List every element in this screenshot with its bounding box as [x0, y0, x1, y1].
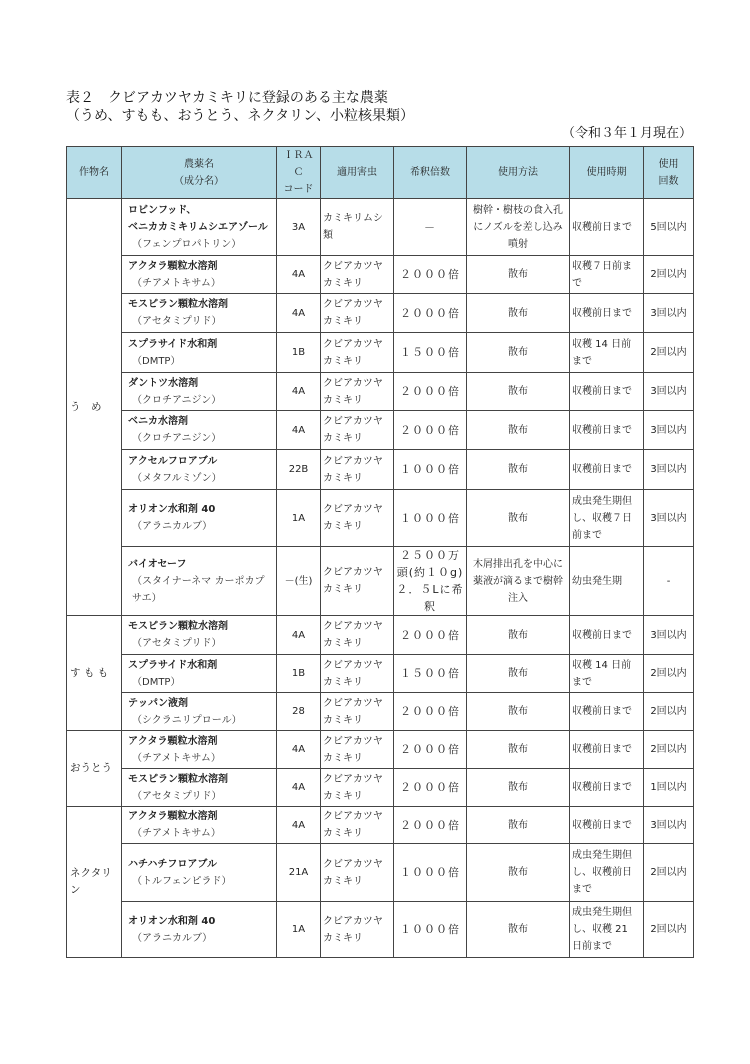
dilution-rate: １５００倍: [394, 333, 467, 373]
target-pest: カミキリムシ類: [321, 199, 394, 256]
pesticide-cell: [122, 693, 277, 731]
pesticide-cell: [122, 655, 277, 693]
usage-method: 散布: [467, 693, 570, 731]
usage-count: 3回以内: [644, 490, 694, 547]
header-dilution: 希釈倍数: [394, 147, 467, 199]
usage-timing: 幼虫発生期: [570, 547, 644, 616]
pesticide-name: アクタラ顆粒水溶剤: [128, 260, 218, 272]
irac-code: 4A: [277, 731, 321, 769]
pesticide-cell: [122, 616, 277, 655]
irac-code: 4A: [277, 411, 321, 450]
usage-count: 1回以内: [644, 769, 694, 807]
target-pest: クビアカツヤカミキリ: [321, 490, 394, 547]
ingredient-name: （アセタミプリド）: [132, 316, 222, 327]
header-pesticide: [122, 147, 277, 199]
usage-timing: 収穫 14 日前まで: [570, 333, 644, 373]
usage-timing: 収穫前日まで: [570, 294, 644, 333]
target-pest: クビアカツヤカミキリ: [321, 807, 394, 844]
pesticide-cell: [122, 547, 277, 616]
pesticide-cell: [122, 256, 277, 294]
ingredient-name: （チアメトキサム）: [132, 752, 221, 764]
target-pest: クビアカツヤカミキリ: [321, 693, 394, 731]
ingredient-name: （アラニカルブ）: [132, 932, 213, 944]
pesticide-cell: [122, 450, 277, 490]
irac-code: 1B: [277, 333, 321, 373]
pesticide-name: ベニカ水溶剤: [128, 416, 188, 427]
usage-timing: 収穫前日まで: [570, 731, 644, 769]
usage-count: 2回以内: [644, 333, 694, 373]
ingredient-name: （スタイナーネマ カーポカプサエ）: [132, 575, 265, 604]
header-target-pest: 適用害虫: [321, 147, 394, 199]
usage-count: 3回以内: [644, 450, 694, 490]
usage-count: -: [644, 547, 694, 616]
usage-method: 散布: [467, 373, 570, 411]
dilution-rate: ２０００倍: [394, 256, 467, 294]
dilution-rate: ２５００万頭(約１０g)２．５Lに希釈: [394, 547, 467, 616]
target-pest: クビアカツヤカミキリ: [321, 256, 394, 294]
pesticide-name: ダントツ水溶剤: [128, 377, 199, 389]
crop-cell: う め: [67, 199, 122, 616]
pesticide-cell: [122, 199, 277, 256]
dilution-rate: １０００倍: [394, 844, 467, 902]
irac-code: 21A: [277, 844, 321, 902]
table-row: [67, 731, 694, 769]
irac-code: 1A: [277, 490, 321, 547]
target-pest: クビアカツヤカミキリ: [321, 902, 394, 958]
dilution-rate: １０００倍: [394, 450, 467, 490]
irac-code: 28: [277, 693, 321, 731]
pesticide-name: ロビンフッド、 ベニカカミキリムシエアゾール: [128, 204, 268, 233]
usage-method: 散布: [467, 902, 570, 958]
table-row: [67, 490, 694, 547]
pesticide-table: [66, 146, 694, 958]
usage-count: 3回以内: [644, 373, 694, 411]
usage-method: 樹幹・樹枝の食入孔にノズルを差し込み噴射: [467, 199, 570, 256]
ingredient-name: （トルフェンピラド）: [132, 875, 232, 887]
table-row: [67, 616, 694, 655]
pesticide-name: スプラサイド水和剤: [128, 338, 218, 350]
usage-count: 2回以内: [644, 655, 694, 693]
table-row: [67, 902, 694, 958]
pesticide-cell: [122, 731, 277, 769]
pesticide-cell: [122, 333, 277, 373]
crop-cell: す も も: [67, 616, 122, 731]
document-subtitle: （うめ、すもも、おうとう、ネクタリン、小粒核果類）: [66, 108, 415, 124]
crop-cell: ネクタリン: [67, 807, 122, 958]
irac-code: －(生): [277, 547, 321, 616]
usage-count: 2回以内: [644, 256, 694, 294]
ingredient-name: （DMTP）: [132, 355, 181, 367]
table-row: [67, 547, 694, 616]
pesticide-name: オリオン水和剤 40: [128, 504, 216, 515]
usage-timing: 成虫発生期但し、収穫７日前まで: [570, 490, 644, 547]
header-irac-line2: コード: [283, 184, 314, 195]
table-row: [67, 333, 694, 373]
header-pesticide-name: 農薬名: [184, 158, 214, 170]
dilution-rate: １０００倍: [394, 490, 467, 547]
usage-count: 5回以内: [644, 199, 694, 256]
table-row: [67, 256, 694, 294]
table-row: [67, 844, 694, 902]
usage-method: 散布: [467, 807, 570, 844]
pesticide-name: アクセルフロアブル: [128, 455, 218, 467]
irac-code: 1A: [277, 902, 321, 958]
irac-code: 22B: [277, 450, 321, 490]
pesticide-cell: [122, 769, 277, 807]
irac-code: 1B: [277, 655, 321, 693]
irac-code: 4A: [277, 769, 321, 807]
header-count-line1: 使用: [658, 158, 679, 170]
usage-method: 散布: [467, 411, 570, 450]
usage-method: 散布: [467, 450, 570, 490]
dilution-rate: －: [394, 199, 467, 256]
usage-count: 3回以内: [644, 411, 694, 450]
pesticide-cell: [122, 490, 277, 547]
table-row: [67, 807, 694, 844]
pesticide-name: ハチハチフロアブル: [128, 858, 217, 870]
target-pest: クビアカツヤカミキリ: [321, 294, 394, 333]
crop-cell: おうとう: [67, 731, 122, 807]
dilution-rate: ２０００倍: [394, 731, 467, 769]
usage-timing: 収穫前日まで: [570, 373, 644, 411]
usage-method: 散布: [467, 256, 570, 294]
pesticide-cell: [122, 294, 277, 333]
usage-method: 木屑排出孔を中心に薬液が滴るまで樹幹注入: [467, 547, 570, 616]
usage-timing: 収穫 14 日前まで: [570, 655, 644, 693]
target-pest: クビアカツヤカミキリ: [321, 411, 394, 450]
pesticide-name: スプラサイド水和剤: [128, 659, 218, 671]
target-pest: クビアカツヤカミキリ: [321, 547, 394, 616]
header-method: 使用方法: [467, 147, 570, 199]
dilution-rate: ２０００倍: [394, 616, 467, 655]
pesticide-name: モスピラン顆粒水溶剤: [128, 773, 228, 785]
usage-method: 散布: [467, 655, 570, 693]
table-row: [67, 199, 694, 256]
dilution-rate: １５００倍: [394, 655, 467, 693]
dilution-rate: ２０００倍: [394, 807, 467, 844]
ingredient-name: （チアメトキサム）: [132, 277, 221, 289]
target-pest: クビアカツヤカミキリ: [321, 616, 394, 655]
irac-code: 4A: [277, 256, 321, 294]
header-irac: [277, 147, 321, 199]
usage-timing: 成虫発生期但し、収穫 21 日前まで: [570, 902, 644, 958]
ingredient-name: （DMTP）: [132, 676, 181, 688]
usage-method: 散布: [467, 490, 570, 547]
pesticide-name: モスピラン顆粒水溶剤: [128, 621, 228, 632]
pesticide-name: オリオン水和剤 40: [128, 915, 216, 927]
table-row: [67, 373, 694, 411]
dilution-rate: ２０００倍: [394, 373, 467, 411]
usage-count: 2回以内: [644, 731, 694, 769]
usage-timing: 成虫発生期但し、収穫前日まで: [570, 844, 644, 902]
dilution-rate: １０００倍: [394, 902, 467, 958]
usage-timing: 収穫前日まで: [570, 411, 644, 450]
ingredient-name: （アセタミプリド）: [132, 790, 222, 802]
usage-timing: 収穫前日まで: [570, 693, 644, 731]
target-pest: クビアカツヤカミキリ: [321, 333, 394, 373]
header-timing: 使用時期: [570, 147, 644, 199]
usage-timing: 収穫前日まで: [570, 450, 644, 490]
as-of-date: （令和３年１月現在）: [561, 126, 692, 141]
usage-method: 散布: [467, 769, 570, 807]
ingredient-name: （フェンプロパトリン）: [132, 238, 242, 250]
table-row: [67, 769, 694, 807]
irac-code: 4A: [277, 807, 321, 844]
pesticide-cell: [122, 373, 277, 411]
usage-method: 散布: [467, 333, 570, 373]
target-pest: クビアカツヤカミキリ: [321, 769, 394, 807]
target-pest: クビアカツヤカミキリ: [321, 655, 394, 693]
dilution-rate: ２０００倍: [394, 693, 467, 731]
usage-count: 3回以内: [644, 807, 694, 844]
usage-timing: 収穫７日前まで: [570, 256, 644, 294]
irac-code: 4A: [277, 294, 321, 333]
usage-count: 3回以内: [644, 616, 694, 655]
pesticide-name: バイオセーフ: [128, 558, 187, 570]
table-header-row: [67, 147, 694, 199]
usage-timing: 収穫前日まで: [570, 769, 644, 807]
target-pest: クビアカツヤカミキリ: [321, 731, 394, 769]
header-crop: 作物名: [67, 147, 122, 199]
ingredient-name: （アラニカルブ）: [132, 521, 213, 532]
usage-count: 2回以内: [644, 693, 694, 731]
irac-code: 4A: [277, 373, 321, 411]
ingredient-name: （クロチアニジン）: [132, 394, 222, 406]
pesticide-cell: [122, 902, 277, 958]
target-pest: クビアカツヤカミキリ: [321, 844, 394, 902]
pesticide-cell: [122, 807, 277, 844]
pesticide-name: アクタラ顆粒水溶剤: [128, 735, 218, 747]
ingredient-name: （シクラニリプロール）: [132, 714, 242, 726]
irac-code: 3A: [277, 199, 321, 256]
pesticide-name: モスピラン顆粒水溶剤: [128, 299, 228, 310]
irac-code: 4A: [277, 616, 321, 655]
pesticide-cell: [122, 411, 277, 450]
usage-count: 2回以内: [644, 844, 694, 902]
usage-method: 散布: [467, 731, 570, 769]
usage-timing: 収穫前日まで: [570, 199, 644, 256]
pesticide-name: テッパン液剤: [128, 697, 188, 709]
header-irac-line1: ＩＲＡＣ: [283, 150, 314, 178]
table-row: [67, 411, 694, 450]
header-count: [644, 147, 694, 199]
pesticide-name: アクタラ顆粒水溶剤: [128, 811, 218, 822]
header-ingredient: （成分名）: [174, 175, 224, 187]
document-title: 表２ クビアカツヤカミキリに登録のある主な農薬: [66, 90, 388, 106]
header-count-line2: 回数: [658, 175, 679, 187]
table-row: [67, 655, 694, 693]
ingredient-name: （クロチアニジン）: [132, 433, 222, 444]
ingredient-name: （メタフルミゾン）: [132, 472, 222, 484]
usage-method: 散布: [467, 844, 570, 902]
usage-method: 散布: [467, 294, 570, 333]
table-row: [67, 294, 694, 333]
ingredient-name: （アセタミプリド）: [132, 638, 222, 649]
target-pest: クビアカツヤカミキリ: [321, 450, 394, 490]
ingredient-name: （チアメトキサム）: [132, 828, 221, 839]
dilution-rate: ２０００倍: [394, 294, 467, 333]
usage-count: 2回以内: [644, 902, 694, 958]
dilution-rate: ２０００倍: [394, 411, 467, 450]
table-row: [67, 450, 694, 490]
usage-timing: 収穫前日まで: [570, 807, 644, 844]
pesticide-cell: [122, 844, 277, 902]
dilution-rate: ２０００倍: [394, 769, 467, 807]
usage-count: 3回以内: [644, 294, 694, 333]
target-pest: クビアカツヤカミキリ: [321, 373, 394, 411]
usage-timing: 収穫前日まで: [570, 616, 644, 655]
usage-method: 散布: [467, 616, 570, 655]
table-row: [67, 693, 694, 731]
